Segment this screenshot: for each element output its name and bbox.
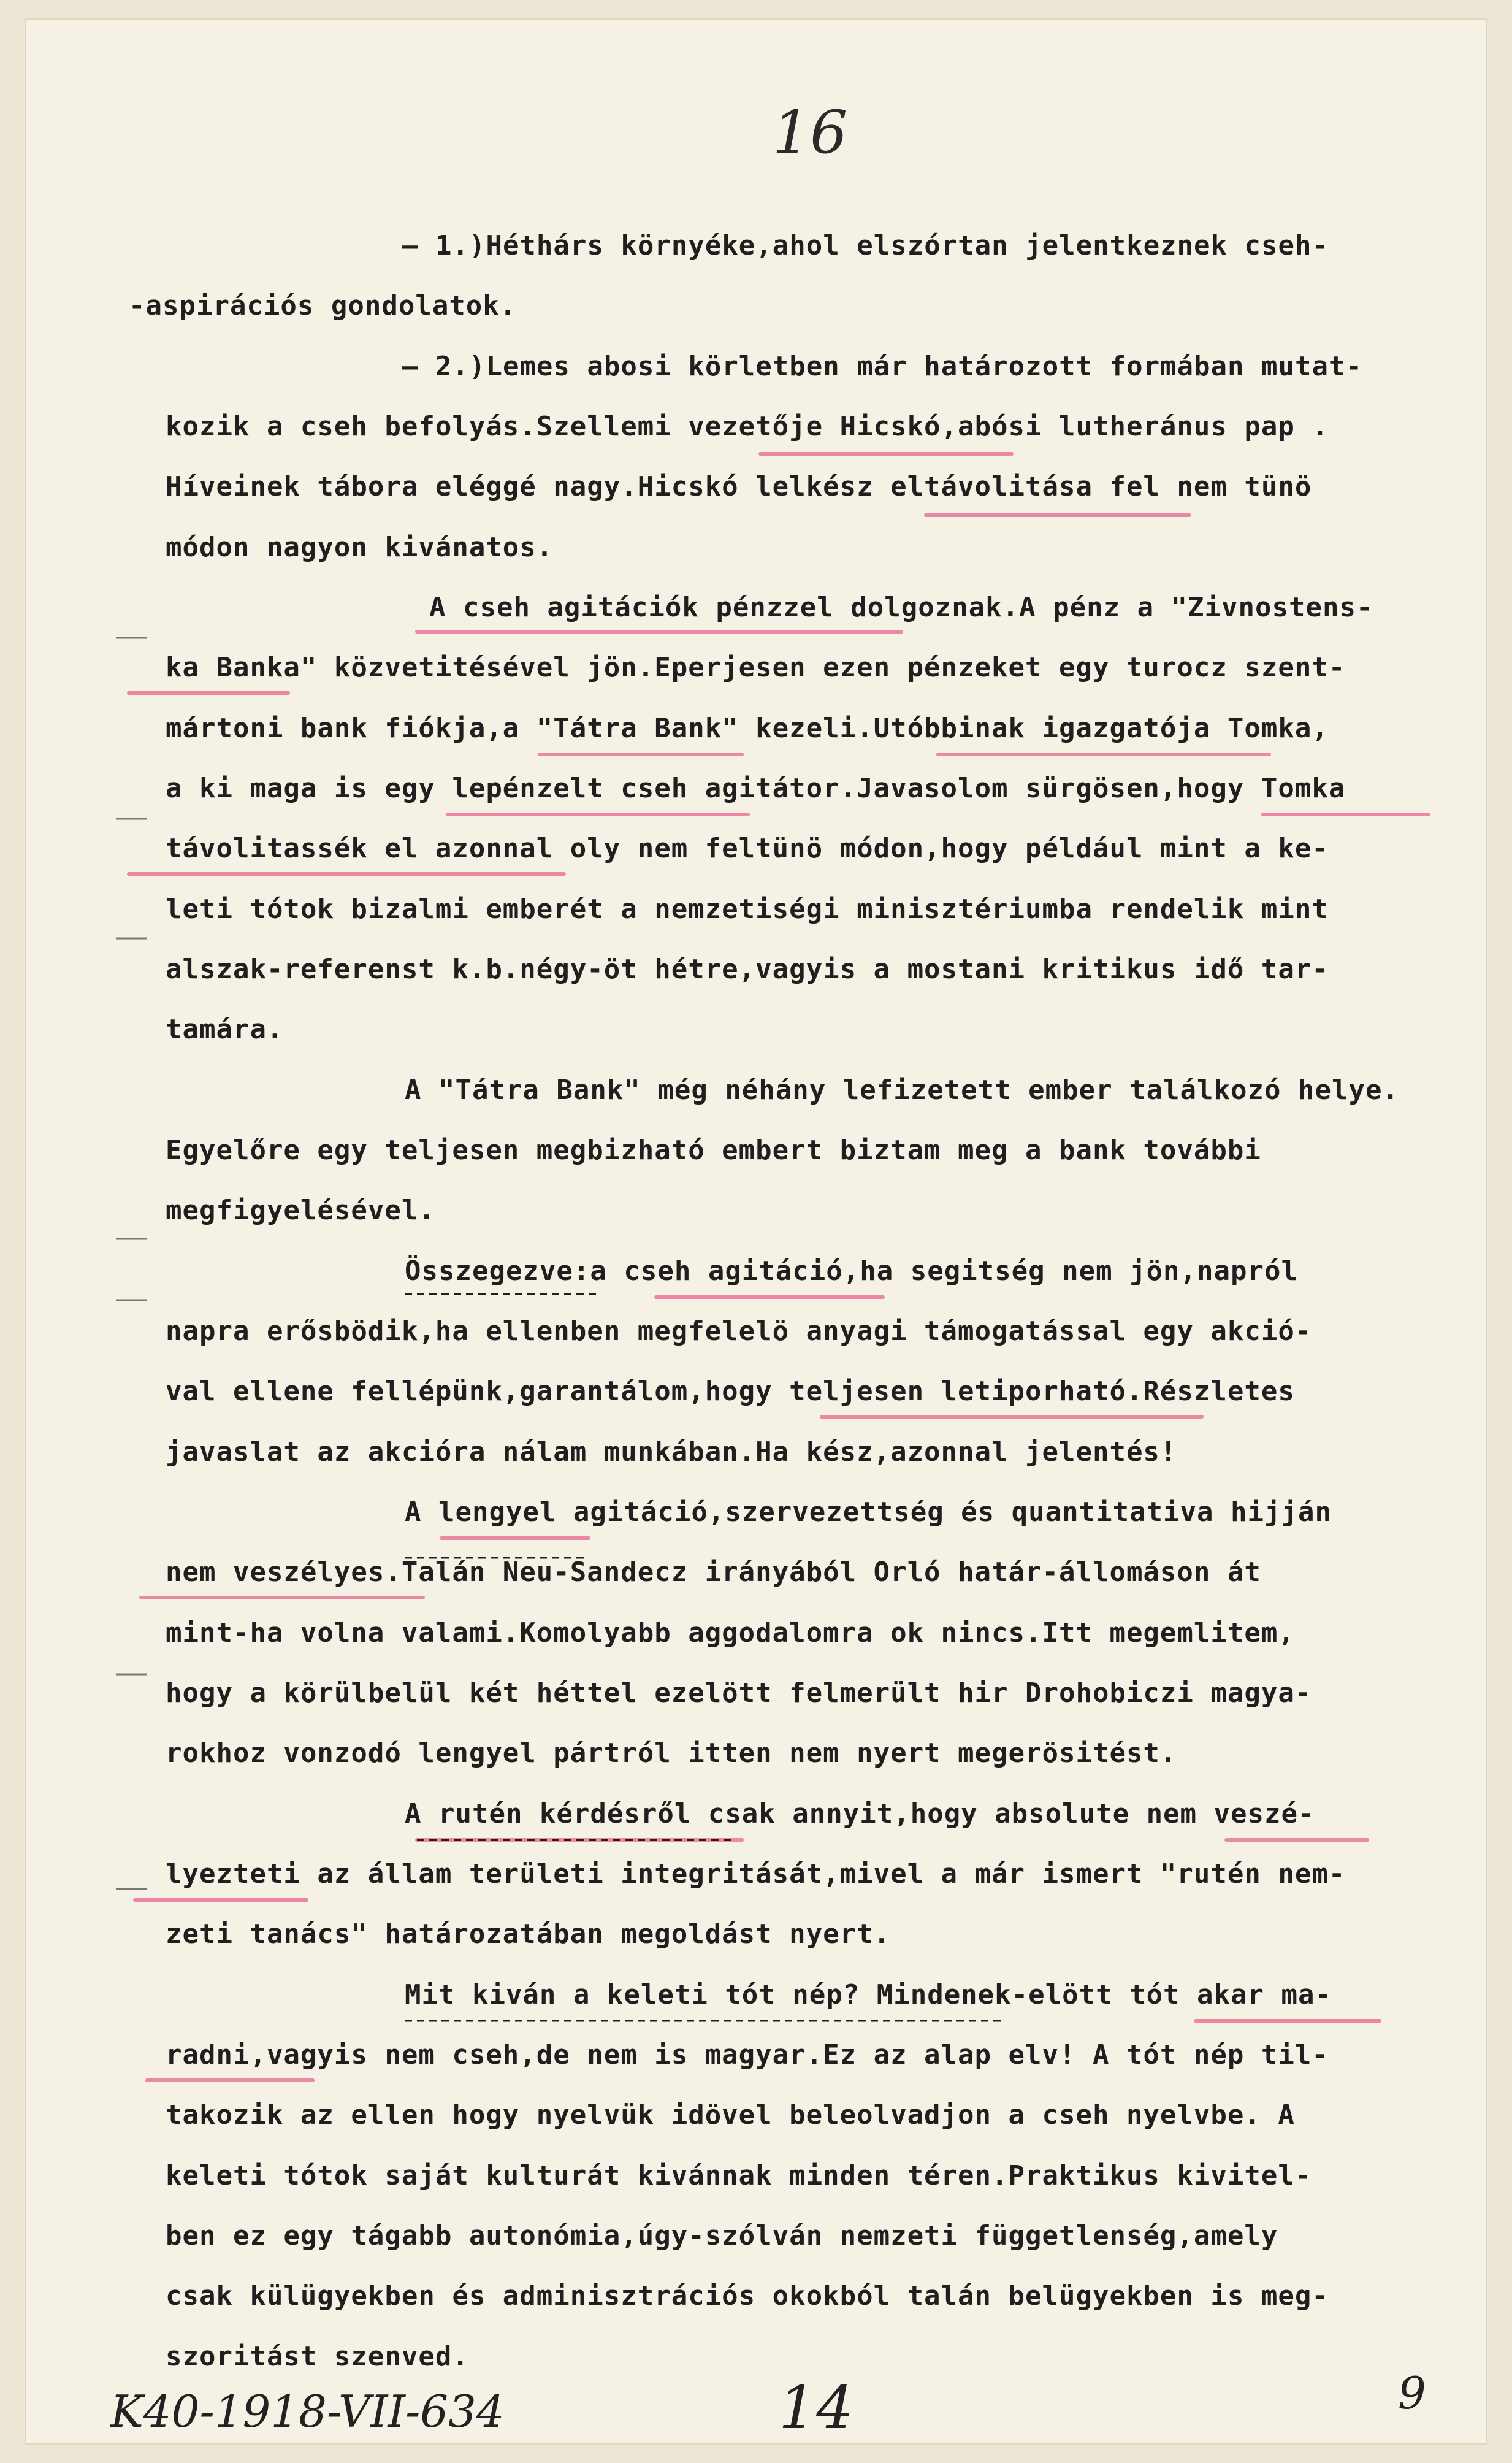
text-line: Egyelőre egy teljesen megbizható embert biztam meg a bank további bbox=[166, 1135, 1261, 1166]
text-line: hogy a körülbelül két héttel ezelött felmerült hir Drohobiczi magya- bbox=[166, 1677, 1312, 1709]
corner-mark: 9 bbox=[1398, 2367, 1426, 2419]
text-line: nem veszélyes.Talán Neu-Sandecz irányából Orló határ-állomáson át bbox=[166, 1557, 1261, 1588]
text-line: Összegezve:a cseh agitáció,ha segitség nem jön,napról bbox=[405, 1255, 1298, 1287]
text-line: megfigyelésével. bbox=[166, 1195, 435, 1226]
text-line: csak külügyekben és adminisztrációs okokból talán belügyekben is meg- bbox=[166, 2280, 1329, 2312]
text-line: -aspirációs gondolatok. bbox=[129, 290, 517, 321]
highlight-marks bbox=[25, 18, 1487, 2445]
text-line: Mit kiván a keleti tót nép? Mindenek-elött tót akar ma- bbox=[405, 1979, 1332, 2010]
text-line: ka Banka" közvetitésével jön.Eperjesen ezen pénzeket egy turocz szent- bbox=[166, 652, 1346, 683]
text-line: távolitassék el azonnal oly nem feltünö módon,hogy például mint a ke- bbox=[166, 833, 1329, 864]
text-line: alszak-referenst k.b.négy-öt hétre,vagyis a mostani kritikus idő tar- bbox=[166, 954, 1329, 985]
text-line: A rutén kérdésről csak annyit,hogy absolute nem veszé- bbox=[405, 1798, 1315, 1829]
text-line: keleti tótok saját kulturát kivánnak minden téren.Praktikus kivitel- bbox=[166, 2160, 1312, 2191]
text-line: a ki maga is egy lepénzelt cseh agitátor.Javasolom sürgösen,hogy Tomka bbox=[166, 773, 1346, 804]
text-line: — 2.)Lemes abosi körletben már határozott formában mutat- bbox=[402, 351, 1362, 382]
text-line: — 1.)Héthárs környéke,ahol elszórtan jelentkeznek cseh- bbox=[402, 230, 1329, 261]
text-line: Híveinek tábora eléggé nagy.Hicskó lelkész eltávolitása fel nem tünö bbox=[166, 471, 1312, 502]
text-line: ben ez egy tágabb autonómia,úgy-szólván nemzeti függetlenség,amely bbox=[166, 2220, 1278, 2251]
text-line: zeti tanács" határozatában megoldást nyert. bbox=[166, 1918, 891, 1950]
text-line: radni,vagyis nem cseh,de nem is magyar.Ez az alap elv! A tót nép til- bbox=[166, 2039, 1329, 2070]
text-line: rokhoz vonzodó lengyel pártról itten nem nyert megerösitést. bbox=[166, 1737, 1177, 1769]
text-line: A lengyel agitáció,szervezettség és quantitativa hijján bbox=[405, 1496, 1332, 1528]
archive-reference: K40-1918-VII-634 bbox=[110, 2386, 505, 2437]
text-line: kozik a cseh befolyás.Szellemi vezetője Hicskó,abósi lutheránus pap . bbox=[166, 411, 1329, 442]
text-line: leti tótok bizalmi emberét a nemzetiségi minisztériumba rendelik mint bbox=[166, 894, 1329, 925]
text-line: A "Tátra Bank" még néhány lefizetett ember találkozó helye. bbox=[405, 1074, 1399, 1106]
text-line: mint-ha volna valami.Komolyabb aggodalomra ok nincs.Itt megemlitem, bbox=[166, 1617, 1295, 1649]
folio-mark: 14 bbox=[779, 2373, 854, 2442]
text-line: javaslat az akcióra nálam munkában.Ha kész,azonnal jelentés! bbox=[166, 1436, 1177, 1468]
text-line: takozik az ellen hogy nyelvük idövel beleolvadjon a cseh nyelvbe. A bbox=[166, 2099, 1295, 2131]
text-line: lyezteti az állam területi integritását,mivel a már ismert "rutén nem- bbox=[166, 1858, 1346, 1890]
text-line: módon nagyon kivánatos. bbox=[166, 532, 554, 563]
text-line: A cseh agitációk pénzzel dolgoznak.A pénz a "Zivnostens- bbox=[429, 592, 1373, 623]
text-line: mártoni bank fiókja,a "Tátra Bank" kezeli.Utóbbinak igazgatója Tomka, bbox=[166, 713, 1329, 744]
text-line: val ellene fellépünk,garantálom,hogy teljesen letiporható.Részletes bbox=[166, 1376, 1295, 1407]
document-sheet bbox=[25, 18, 1487, 2445]
text-line: napra erősbödik,ha ellenben megfelelö anyagi támogatással egy akció- bbox=[166, 1316, 1312, 1347]
page-number: 16 bbox=[773, 98, 848, 167]
text-line: tamára. bbox=[166, 1014, 284, 1045]
text-line: szoritást szenved. bbox=[166, 2341, 469, 2372]
